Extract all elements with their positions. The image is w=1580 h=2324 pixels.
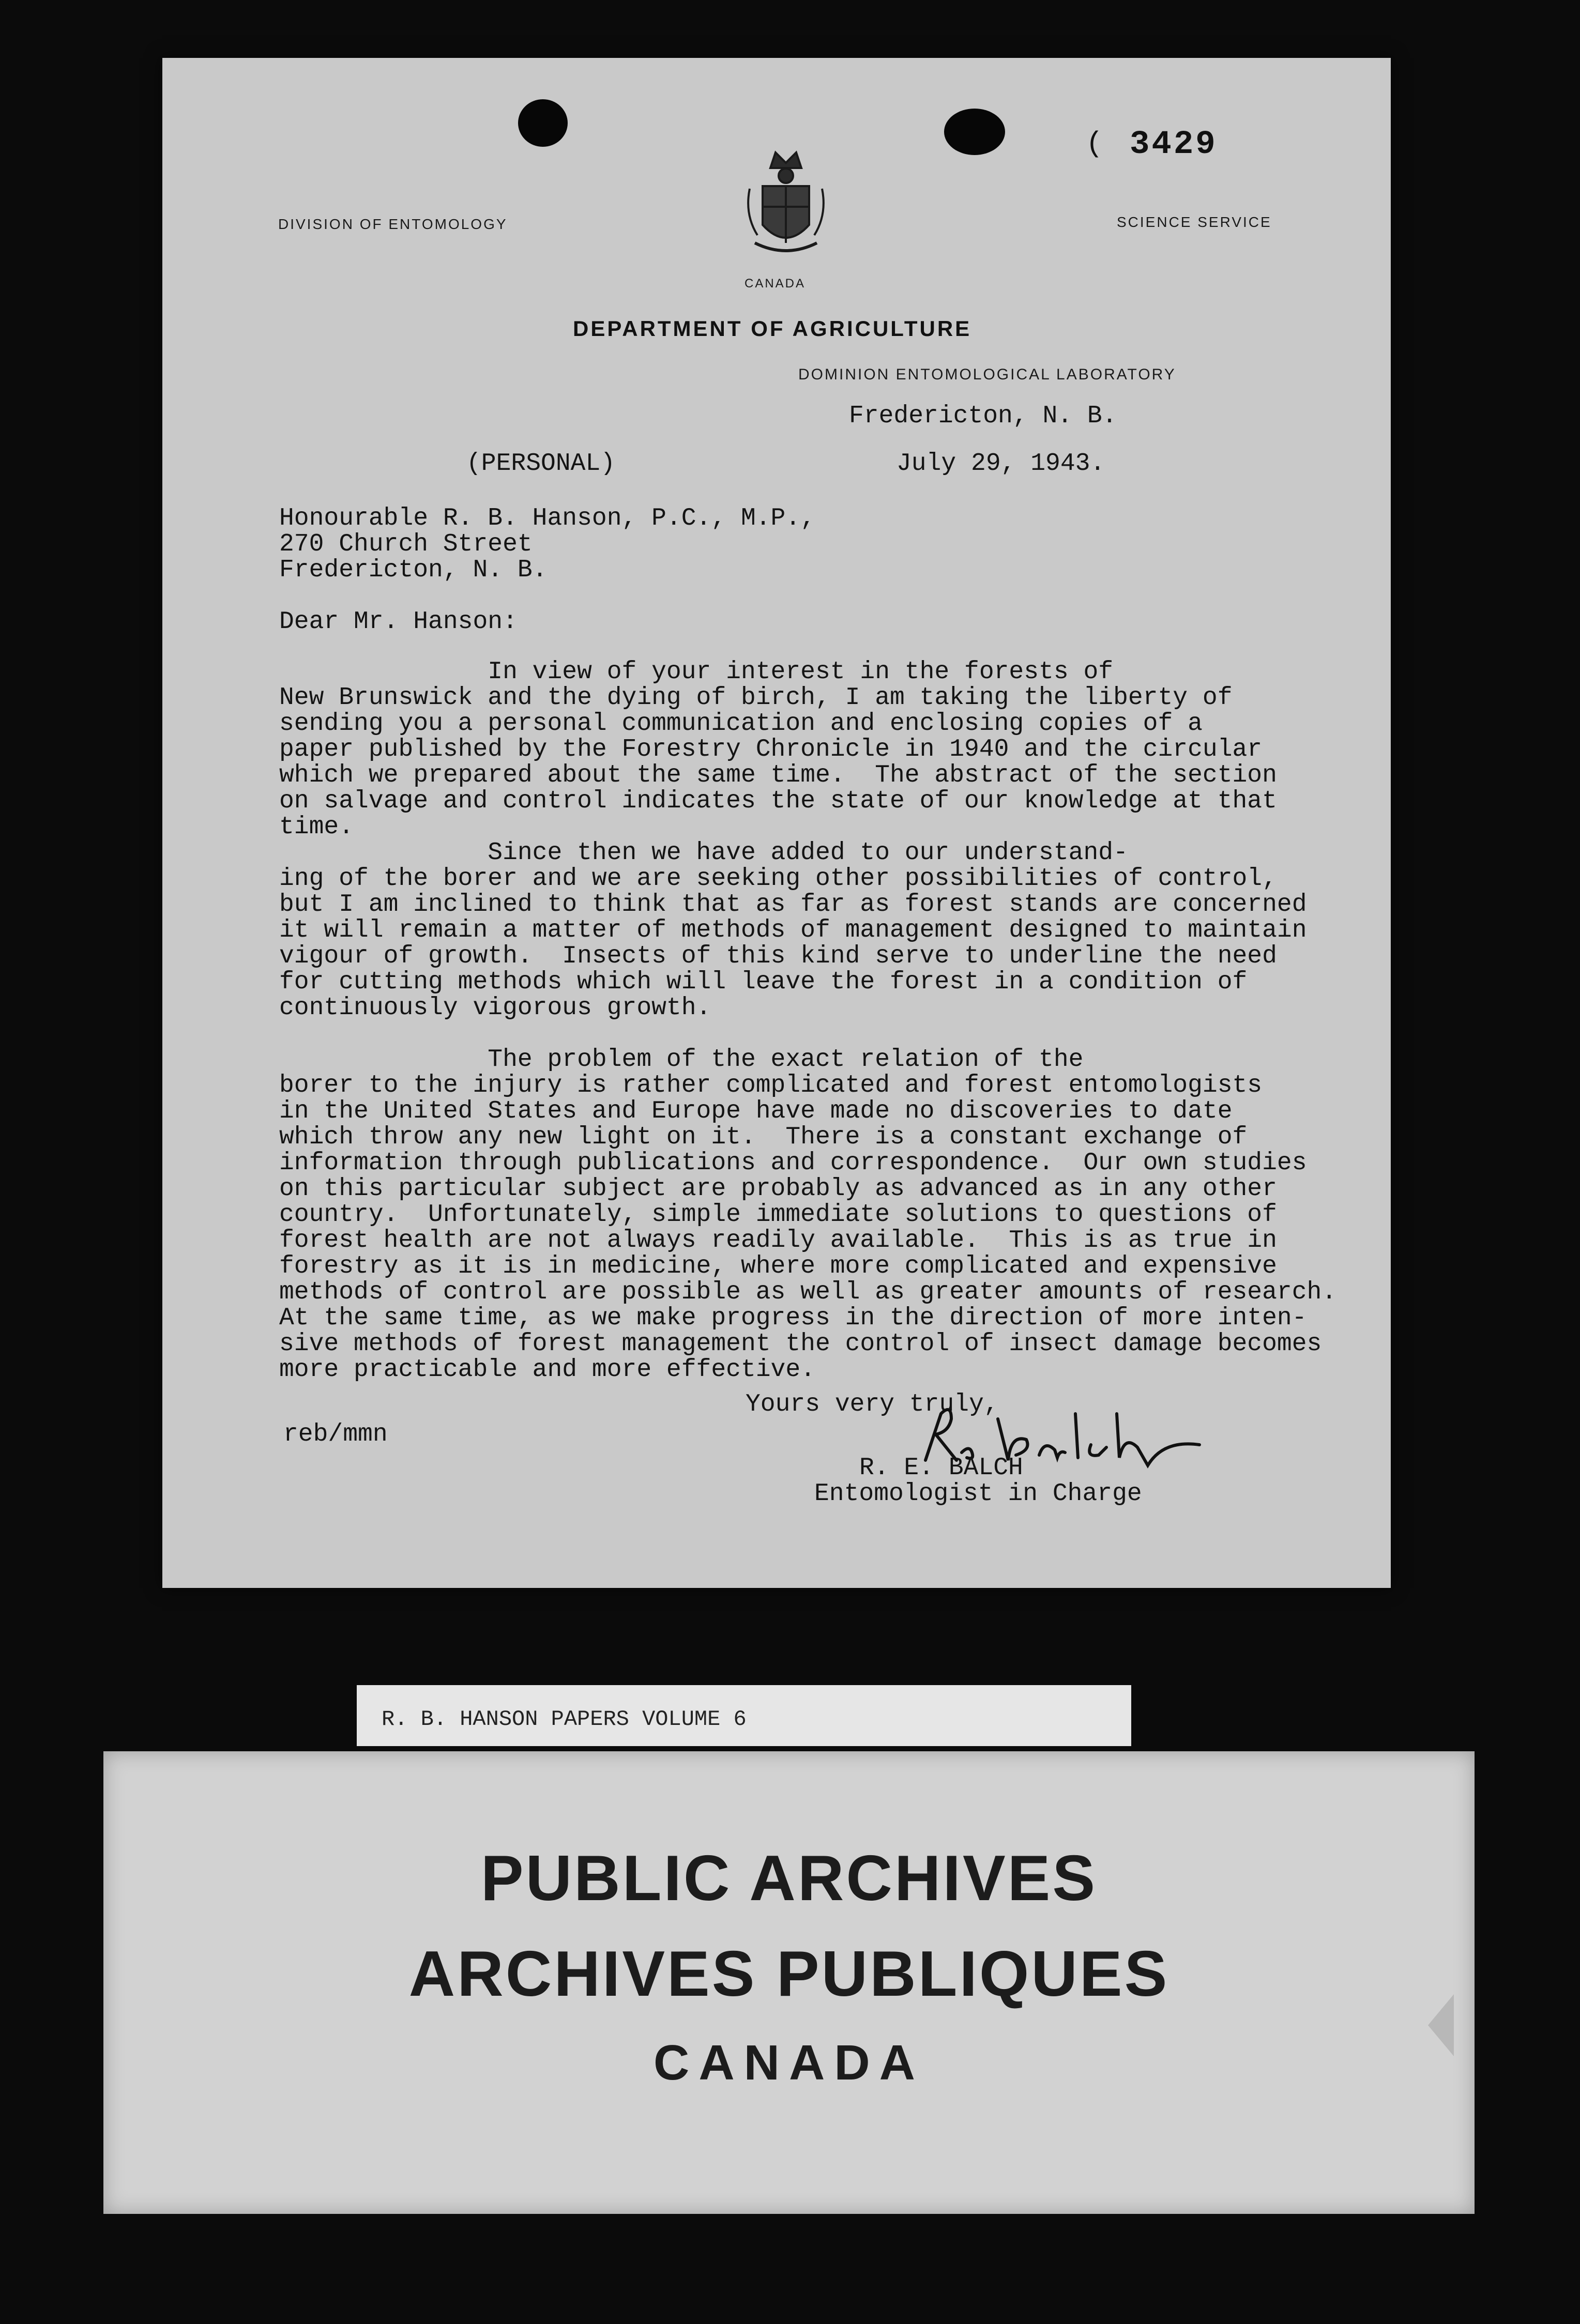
department-name: DEPARTMENT OF AGRICULTURE [573,316,972,341]
body-line: more practicable and more effective. [279,1356,815,1384]
place: Fredericton, N. B. [849,402,1117,430]
laboratory-name: DOMINION ENTOMOLOGICAL LABORATORY [798,366,1176,383]
body-line: Since then we have added to our understand- [279,839,1128,867]
body-line: for cutting methods which will leave the forest in a condition of [279,968,1248,996]
body-line: forest health are not always readily available. This is as true in [279,1227,1277,1255]
body-line: which we prepared about the same time. The abstract of the section [279,761,1277,789]
body-line: on salvage and control indicates the state of our knowledge at that [279,787,1277,815]
punch-hole-right [944,109,1005,155]
body-line: sending you a personal communication and enclosing copies of a [279,710,1203,738]
body-line: forestry as it is in medicine, where more complicated and expensive [279,1252,1277,1280]
service-header: SCIENCE SERVICE [1117,214,1272,230]
body-line: which throw any new light on it. There is a constant exchange of [279,1123,1248,1151]
file-number: 3429 [1130,126,1218,163]
collection-label-text: R. B. HANSON PAPERS VOLUME 6 [382,1707,747,1732]
body-line: In view of your interest in the forests of [279,658,1114,686]
body-line: time. [279,813,354,841]
closing: Yours very truly, [746,1390,999,1418]
body-line: At the same time, as we make progress in the direction of more inten- [279,1304,1307,1332]
punch-hole-left [518,99,568,147]
archives-line-english: PUBLIC ARCHIVES [480,1843,1098,1914]
recipient-line: Honourable R. B. Hanson, P.C., M.P., [279,504,815,532]
body-line: on this particular subject are probably as advanced as in any other [279,1175,1277,1203]
collection-label [357,1685,1131,1746]
letter-date: July 29, 1943. [897,450,1105,478]
body-line: it will remain a matter of methods of management designed to maintain [279,916,1307,944]
crest-caption: CANADA [745,277,806,290]
signer-name: R. E. BALCH [859,1454,1023,1482]
canada-coat-of-arms-icon [734,147,838,271]
salutation: Dear Mr. Hanson: [279,608,518,636]
archives-line-french: ARCHIVES PUBLIQUES [408,1938,1169,2010]
recipient-line: 270 Church Street [279,530,533,558]
body-line: New Brunswick and the dying of birch, I am taking the liberty of [279,684,1233,712]
archives-line-canada: CANADA [654,2035,924,2090]
signer-title: Entomologist in Charge [814,1480,1142,1508]
margin-mark: ( [1086,127,1103,160]
body-line: sive methods of forest management the control of insect damage becomes [279,1330,1322,1358]
body-line: country. Unfortunately, simple immediate solutions to questions of [279,1201,1277,1229]
typist-initials: reb/mmn [283,1420,388,1448]
archives-card [103,1751,1475,2214]
body-line: in the United States and Europe have made no discoveries to date [279,1097,1233,1125]
recipient-line: Fredericton, N. B. [279,556,548,584]
body-line: vigour of growth. Insects of this kind serve to underline the need [279,942,1277,970]
body-line: continuously vigorous growth. [279,994,711,1022]
body-line: paper published by the Forestry Chronicle in 1940 and the circular [279,736,1263,763]
personal-marking: (PERSONAL) [466,450,616,478]
body-line: The problem of the exact relation of the [279,1046,1084,1074]
body-line: ing of the borer and we are seeking other possibilities of control, [279,865,1277,893]
body-line: methods of control are possible as well as greater amounts of research. [279,1278,1337,1306]
body-line: but I am inclined to think that as far as forest stands are concerned [279,891,1307,919]
body-line: borer to the injury is rather complicated and forest entomologists [279,1072,1263,1099]
card-fold [1428,1994,1454,2056]
division-header: DIVISION OF ENTOMOLOGY [278,216,508,232]
body-line: information through publications and correspondence. Our own studies [279,1149,1307,1177]
